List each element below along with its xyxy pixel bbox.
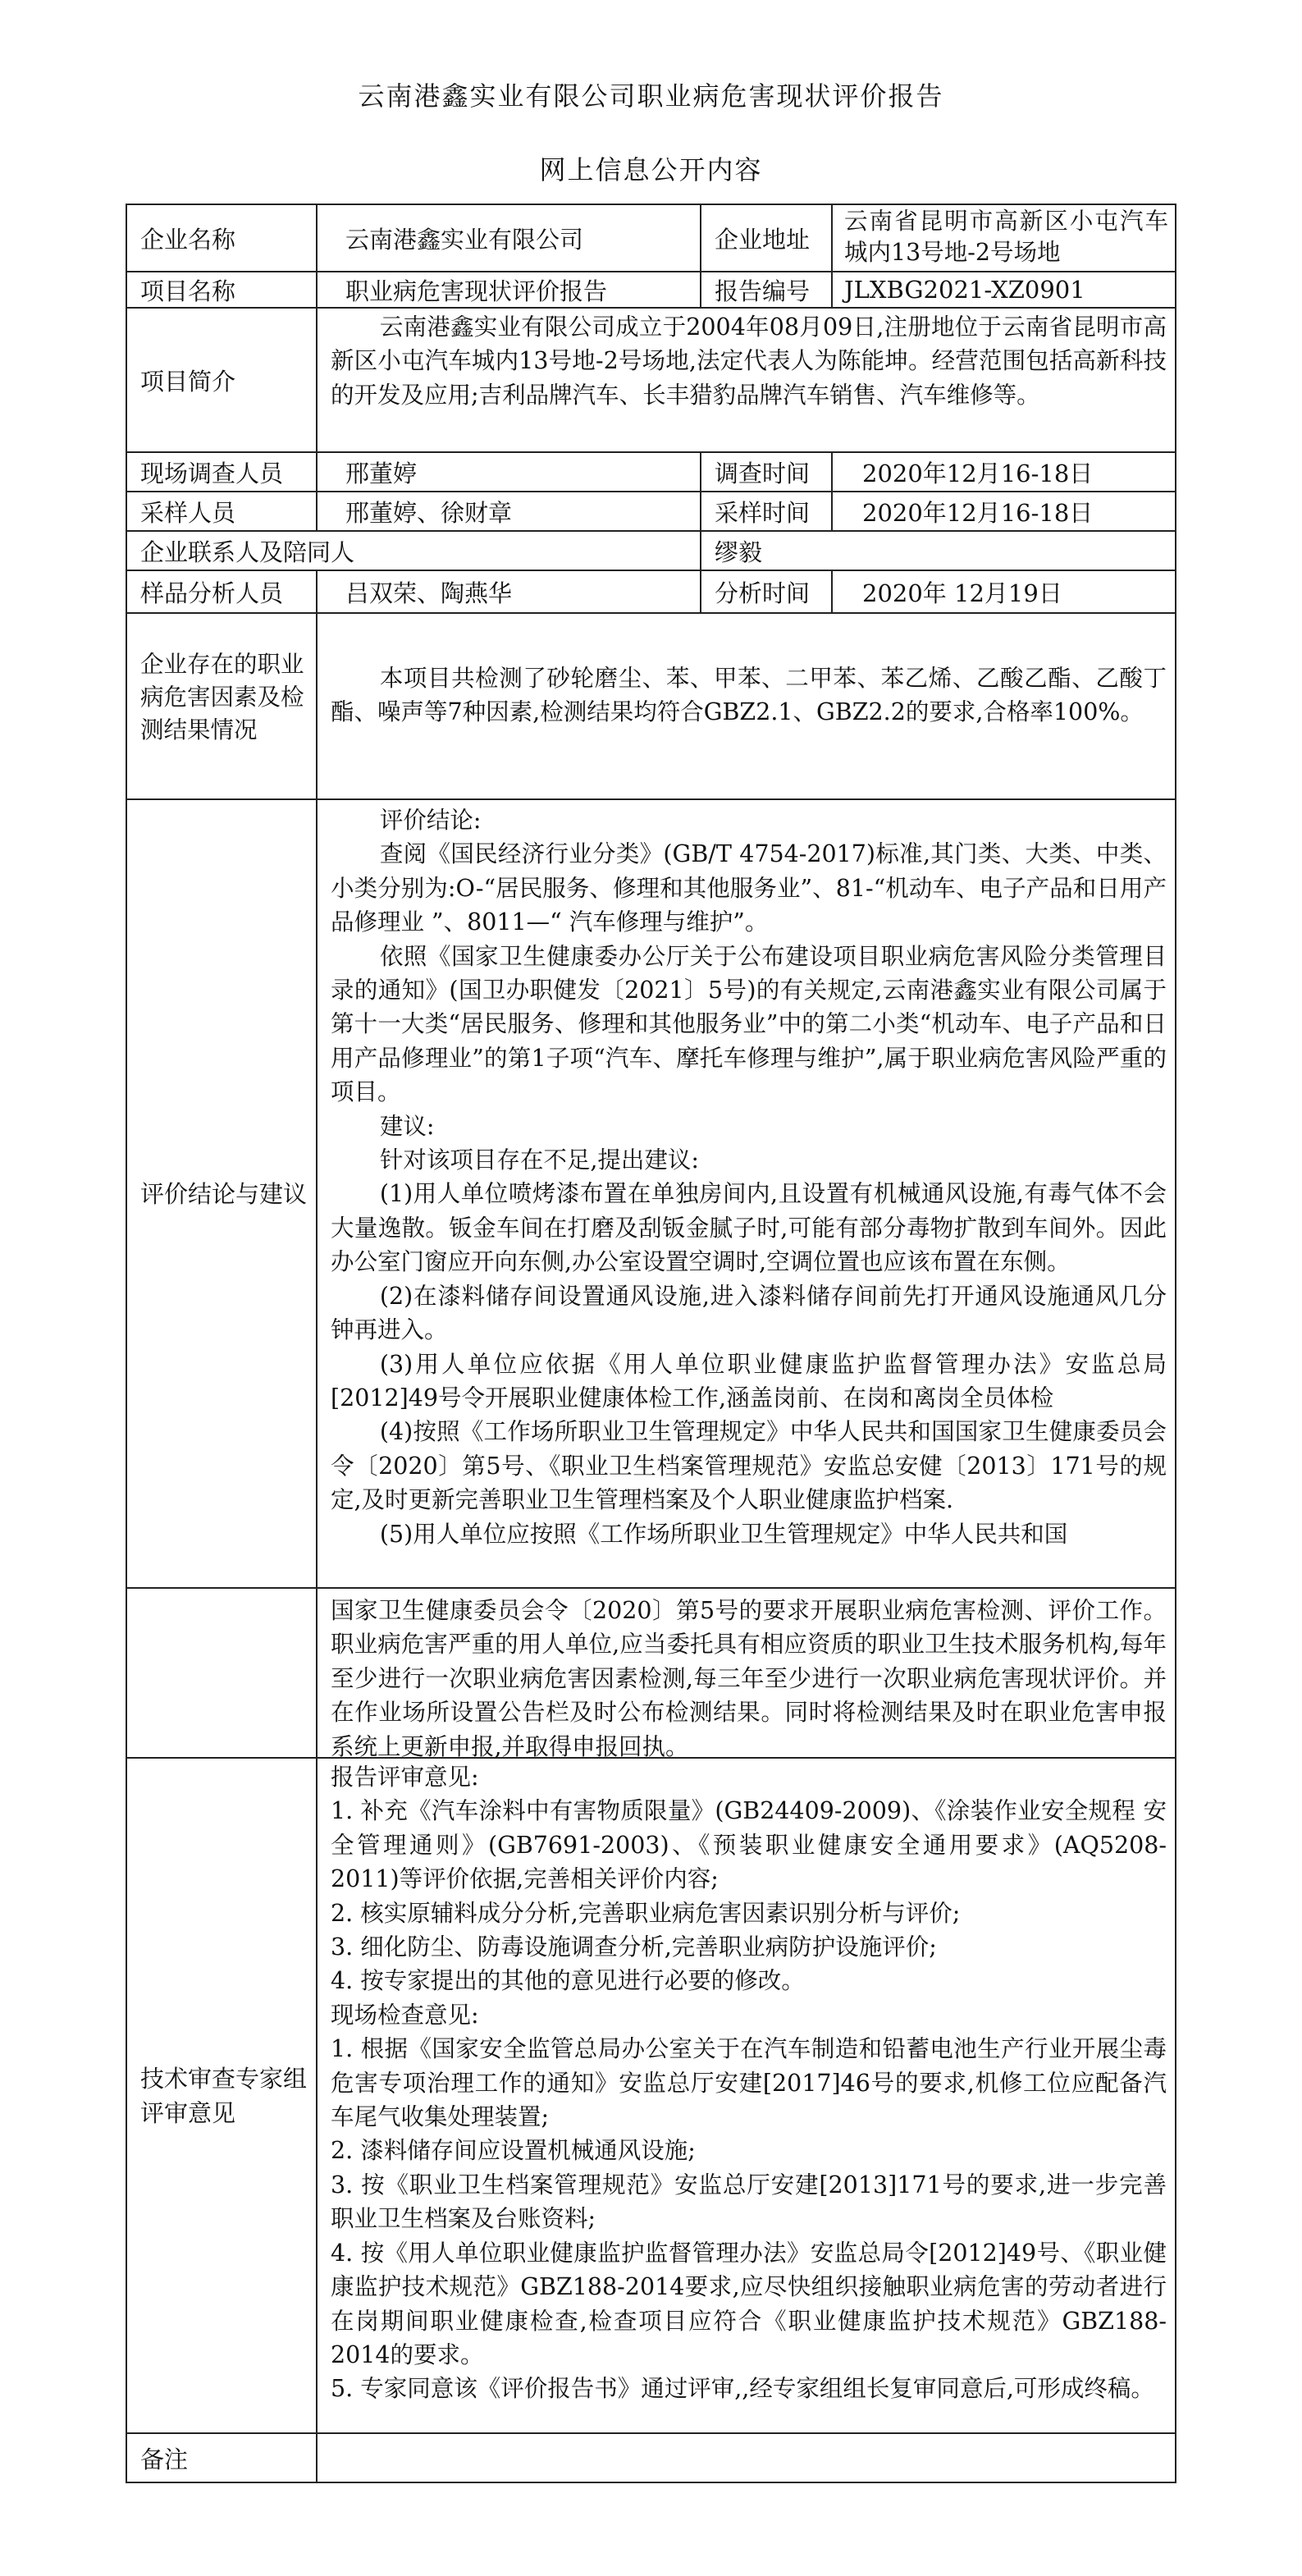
- hazard-label: 企业存在的职业病危害因素及检测结果情况: [126, 612, 318, 800]
- contact-value: 缪毅: [700, 530, 1176, 571]
- survey-time-value: 2020年12月16-18日: [831, 451, 1176, 492]
- project-intro-text: [316, 307, 1176, 453]
- survey-time-label: 调查时间: [700, 451, 833, 492]
- document-title: 云南港鑫实业有限公司职业病危害现状评价报告: [358, 80, 944, 112]
- conclusion-paragraph: (2)在漆料储存间设置通风设施,进入漆料储存间前先打开通风设施通风几分钟再进入。: [331, 1282, 1167, 1344]
- continuation-text: [316, 1587, 1176, 1759]
- review-text: [316, 1757, 1176, 2434]
- conclusion-label-text: 评价结论与建议: [140, 1179, 308, 1208]
- review-line: 2. 漆料储存间应设置机械通风设施;: [331, 2137, 696, 2165]
- review-line: 4. 按专家提出的其他的意见进行必要的修改。: [331, 1967, 805, 1995]
- hazard-text: [316, 612, 1176, 800]
- conclusion-paragraph: (1)用人单位喷烤漆布置在单独房间内,且设置有机械通风设施,有毒气体不会大量逸散。钣金车间在打磨及刮钣金腻子时,可能有部分毒物扩散到车间外。因此办公室门窗应开向东侧,办公室设置空调时,空调位置也应该布置在东侧。: [331, 1180, 1167, 1276]
- review-line: 1. 补充《汽车涂料中有害物质限量》(GB24409-2009)、《涂装作业安全规程 安全管理通则》(GB7691-2003)、《预装职业健康安全通用要求》(AQ5208-2011)等评价依据,完善相关评价内容;: [331, 1797, 1167, 1893]
- continuation-label: [126, 1587, 318, 1759]
- review-line: 报告评审意见:: [331, 1764, 479, 1791]
- sampling-staff-value: 邢董婷、徐财章: [316, 491, 701, 532]
- project-name-label: 项目名称: [126, 271, 318, 309]
- review-label: [126, 1757, 318, 2434]
- review-line: 现场检查意见:: [331, 2001, 479, 2029]
- project-intro-label: 项目简介: [126, 307, 318, 453]
- conclusion-paragraph: 依照《国家卫生健康委办公厅关于公布建设项目职业病危害风险分类管理目录的通知》(国卫办职健发〔2021〕5号)的有关规定,云南港鑫实业有限公司属于第十一大类“居民服务、修理和其他服务业”中的第二小类“机动车、电子产品和日用产品修理业”的第1子项“汽车、摩托车修理与维护”,属于职业病危害风险严重的项目。: [331, 942, 1167, 1106]
- company-name-value: 云南港鑫实业有限公司: [316, 204, 701, 272]
- analysis-staff-value: 吕双荣、陶燕华: [316, 570, 701, 614]
- review-line: 3. 按《职业卫生档案管理规范》安监总厅安建[2013]171号的要求,进一步完善职业卫生档案及台账资料;: [331, 2171, 1167, 2233]
- review-line: 2. 核实原辅料成分分析,完善职业病危害因素识别分析与评价;: [331, 1899, 961, 1927]
- conclusion-label: [126, 798, 318, 1589]
- report-number-value: JLXBG2021-XZ0901: [831, 271, 1176, 309]
- analysis-time-label: 分析时间: [700, 570, 833, 614]
- sampling-staff-label: 采样人员: [126, 491, 318, 532]
- review-line: 4. 按《用人单位职业健康监护监督管理办法》安监总局令[2012]49号、《职业健康监护技术规范》GBZ188-2014要求,应尽快组织接触职业病危害的劳动者进行在岗期间职业健康检查,检查项目应符合《职业健康监护技术规范》GBZ188-2014的要求。: [331, 2239, 1167, 2368]
- survey-staff-label: 现场调查人员: [126, 451, 318, 492]
- conclusion-paragraph: 评价结论:: [379, 807, 482, 834]
- document-subtitle: 网上信息公开内容: [539, 154, 763, 185]
- analysis-staff-label: 样品分析人员: [126, 570, 318, 614]
- conclusion-paragraph: 针对该项目存在不足,提出建议:: [379, 1146, 700, 1174]
- review-line: 5. 专家同意该《评价报告书》通过评审,,经专家组组长复审同意后,可形成终稿。: [331, 2375, 1154, 2403]
- conclusion-text: [316, 798, 1176, 1589]
- conclusion-paragraph: 建议:: [379, 1112, 435, 1140]
- review-line: 1. 根据《国家安全监管总局办公室关于在汽车制造和铅蓄电池生产行业开展尘毒危害专项治理工作的通知》安监总厅安建[2017]46号的要求,机修工位应配备汽车尾气收集处理装置;: [331, 2035, 1167, 2131]
- company-address-value: 云南省昆明市高新区小屯汽车城内13号地-2号场地: [831, 204, 1176, 272]
- report-number-label: 报告编号: [700, 271, 833, 309]
- review-line: 3. 细化防尘、防毒设施调查分析,完善职业病防护设施评价;: [331, 1933, 937, 1961]
- continuation-paragraph: 国家卫生健康委员会令〔2020〕第5号的要求开展职业病危害检测、评价工作。职业病危害严重的用人单位,应当委托具有相应资质的职业卫生技术服务机构,每年至少进行一次职业病危害因素检测,每三年至少进行一次职业病危害现状评价。并在作业场所设置公告栏及时公布检测结果。同时将检测结果及时在职业危害申报系统上更新申报,并取得申报回执。: [331, 1597, 1167, 1759]
- remark-label: 备注: [126, 2432, 318, 2483]
- company-address-label: 企业地址: [700, 204, 833, 272]
- conclusion-paragraph: (3)用人单位应依据《用人单位职业健康监护监督管理办法》安监总局[2012]49号令开展职业健康体检工作,涵盖岗前、在岗和离岗全员体检: [331, 1350, 1167, 1412]
- review-label-text: 技术审查专家组评审意见: [140, 2064, 308, 2127]
- sampling-time-label: 采样时间: [700, 491, 833, 532]
- contact-label: 企业联系人及陪同人: [126, 530, 701, 571]
- conclusion-paragraph: (5)用人单位应按照《工作场所职业卫生管理规定》中华人民共和国: [379, 1520, 1068, 1548]
- sampling-time-value: 2020年12月16-18日: [831, 491, 1176, 532]
- analysis-time-value: 2020年 12月19日: [831, 570, 1176, 614]
- project-name-value: 职业病危害现状评价报告: [316, 271, 701, 309]
- remark-value: [316, 2432, 1176, 2483]
- hazard-paragraph: 本项目共检测了砂轮磨尘、苯、甲苯、二甲苯、苯乙烯、乙酸乙酯、乙酸丁酯、噪声等7种因素,检测结果均符合GBZ2.1、GBZ2.2的要求,合格率100%。: [331, 665, 1167, 726]
- conclusion-paragraph: 查阅《国民经济行业分类》(GB/T 4754-2017)标准,其门类、大类、中类、小类分别为:O-“居民服务、修理和其他服务业”、81-“机动车、电子产品和日用产品修理业 ”、8011—“ 汽车修理与维护”。: [331, 840, 1167, 936]
- conclusion-paragraph: (4)按照《工作场所职业卫生管理规定》中华人民共和国国家卫生健康委员会令〔2020〕第5号、《职业卫生档案管理规范》安监总安健〔2013〕171号的规定,及时更新完善职业卫生管理档案及个人职业健康监护档案.: [331, 1418, 1167, 1514]
- project-intro-paragraph: 云南港鑫实业有限公司成立于2004年08月09日,注册地位于云南省昆明市高新区小屯汽车城内13号地-2号场地,法定代表人为陈能坤。经营范围包括高新科技的开发及应用;吉利品牌汽车、长丰猎豹品牌汽车销售、汽车维修等。: [331, 313, 1167, 409]
- survey-staff-value: 邢董婷: [316, 451, 701, 492]
- company-name-label: 企业名称: [126, 204, 318, 272]
